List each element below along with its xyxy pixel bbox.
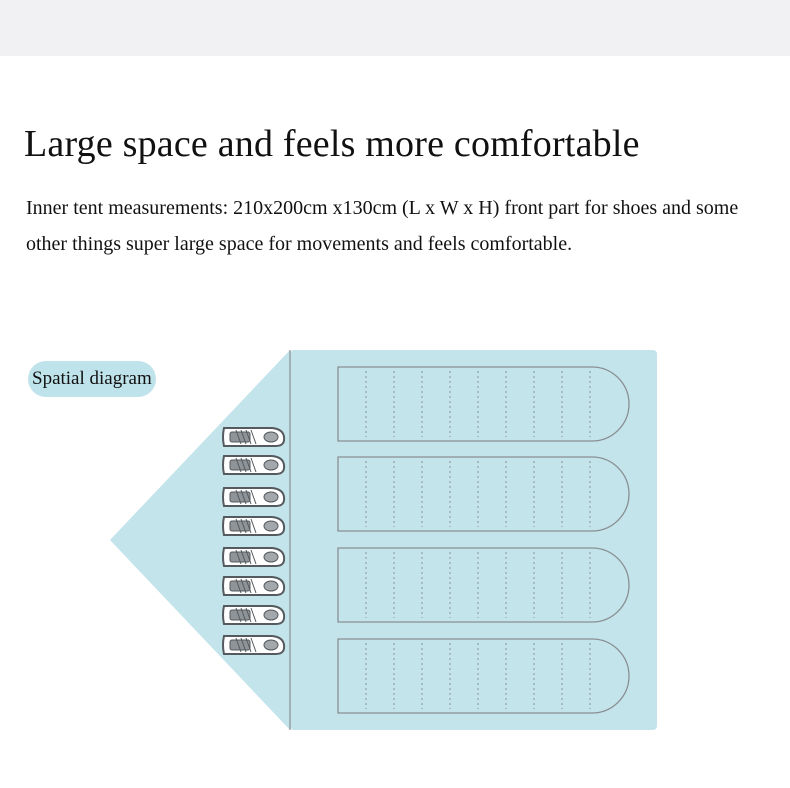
shoe-icon: [223, 548, 284, 566]
shoe-icon: [223, 577, 284, 595]
page-title: Large space and feels more comfortable: [24, 123, 640, 165]
shoe-icon: [223, 488, 284, 506]
shoe-icon: [223, 606, 284, 624]
shoe-icon: [223, 517, 284, 535]
shoe-icon: [223, 428, 284, 446]
shoe-icon: [223, 636, 284, 654]
spatial-diagram-badge: Spatial diagram: [28, 361, 156, 397]
description-text: Inner tent measurements: 210x200cm x130cm (L x W x H) front part for shoes and some other things super large space for movements and feels comfortable.: [26, 197, 739, 255]
shoe-icon: [223, 456, 284, 474]
vestibule-area: [110, 350, 290, 730]
inner-tent-floor: [290, 350, 657, 730]
